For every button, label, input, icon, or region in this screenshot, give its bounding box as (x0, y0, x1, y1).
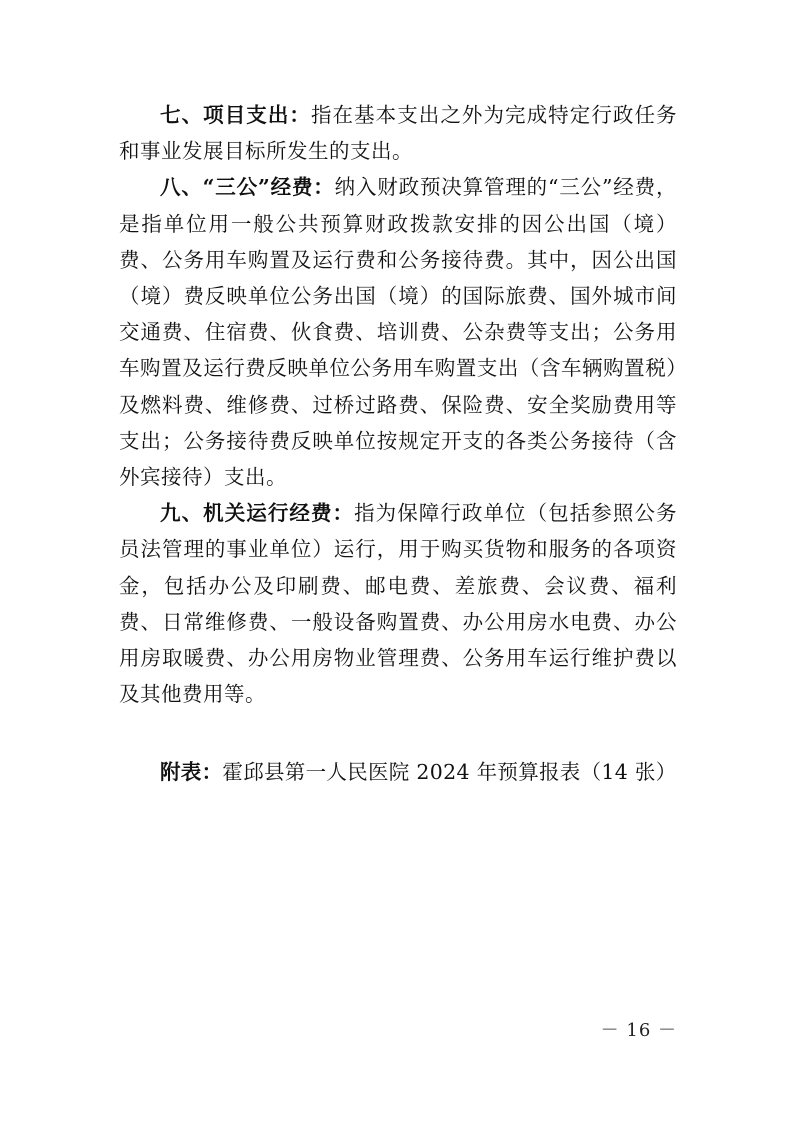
definition-term: 七、项目支出： (160, 103, 311, 127)
definition-project-expenditure (119, 97, 677, 169)
definition-operating-expenses (119, 495, 677, 712)
definition-three-public-expenses (119, 169, 677, 495)
definition-term: 九、机关运行经费： (160, 501, 355, 526)
attachment-label: 附表： (160, 760, 223, 785)
definition-term: 八、“三公”经费： (160, 175, 335, 200)
page-number: － 16 － (600, 1020, 677, 1041)
document-body (119, 97, 677, 790)
definition-text: 指在基本支出之外为完成特定行政任务和事业发展目标所发生的支出。 (119, 103, 678, 164)
attachment-text: 霍邱县第一人民医院 2024 年预算报表（14 张） (222, 760, 677, 785)
definition-text: 指为保障行政单位（包括参照公务员法管理的事业单位）运行，用于购买货物和服务的各项资金，包括办公及印刷费、邮电费、差旅费、会议费、福利费、日常维修费、一般设备购置费、办公用房水电费、办公用房取暖费、办公用房物业管理费、公务用车运行维护费以及其他费用等。 (119, 501, 678, 707)
attachment-note (119, 754, 677, 790)
definition-text: 纳入财政预决算管理的“三公”经费，是指单位用一般公共预算财政拨款安排的因公出国（境）费、公务用车购置及运行费和公务接待费。其中，因公出国（境）费反映单位公务出国（境）的国际旅费、国外城市间交通费、住宿费、伙食费、培训费、公杂费等支出；公务用车购置及运行费反映单位公务用车购置支出（含车辆购置税）及燃料费、维修费、过桥过路费、保险费、安全奖励费用等支出；公务接待费反映单位按规定开支的各类公务接待（含外宾接待）支出。 (119, 175, 677, 490)
